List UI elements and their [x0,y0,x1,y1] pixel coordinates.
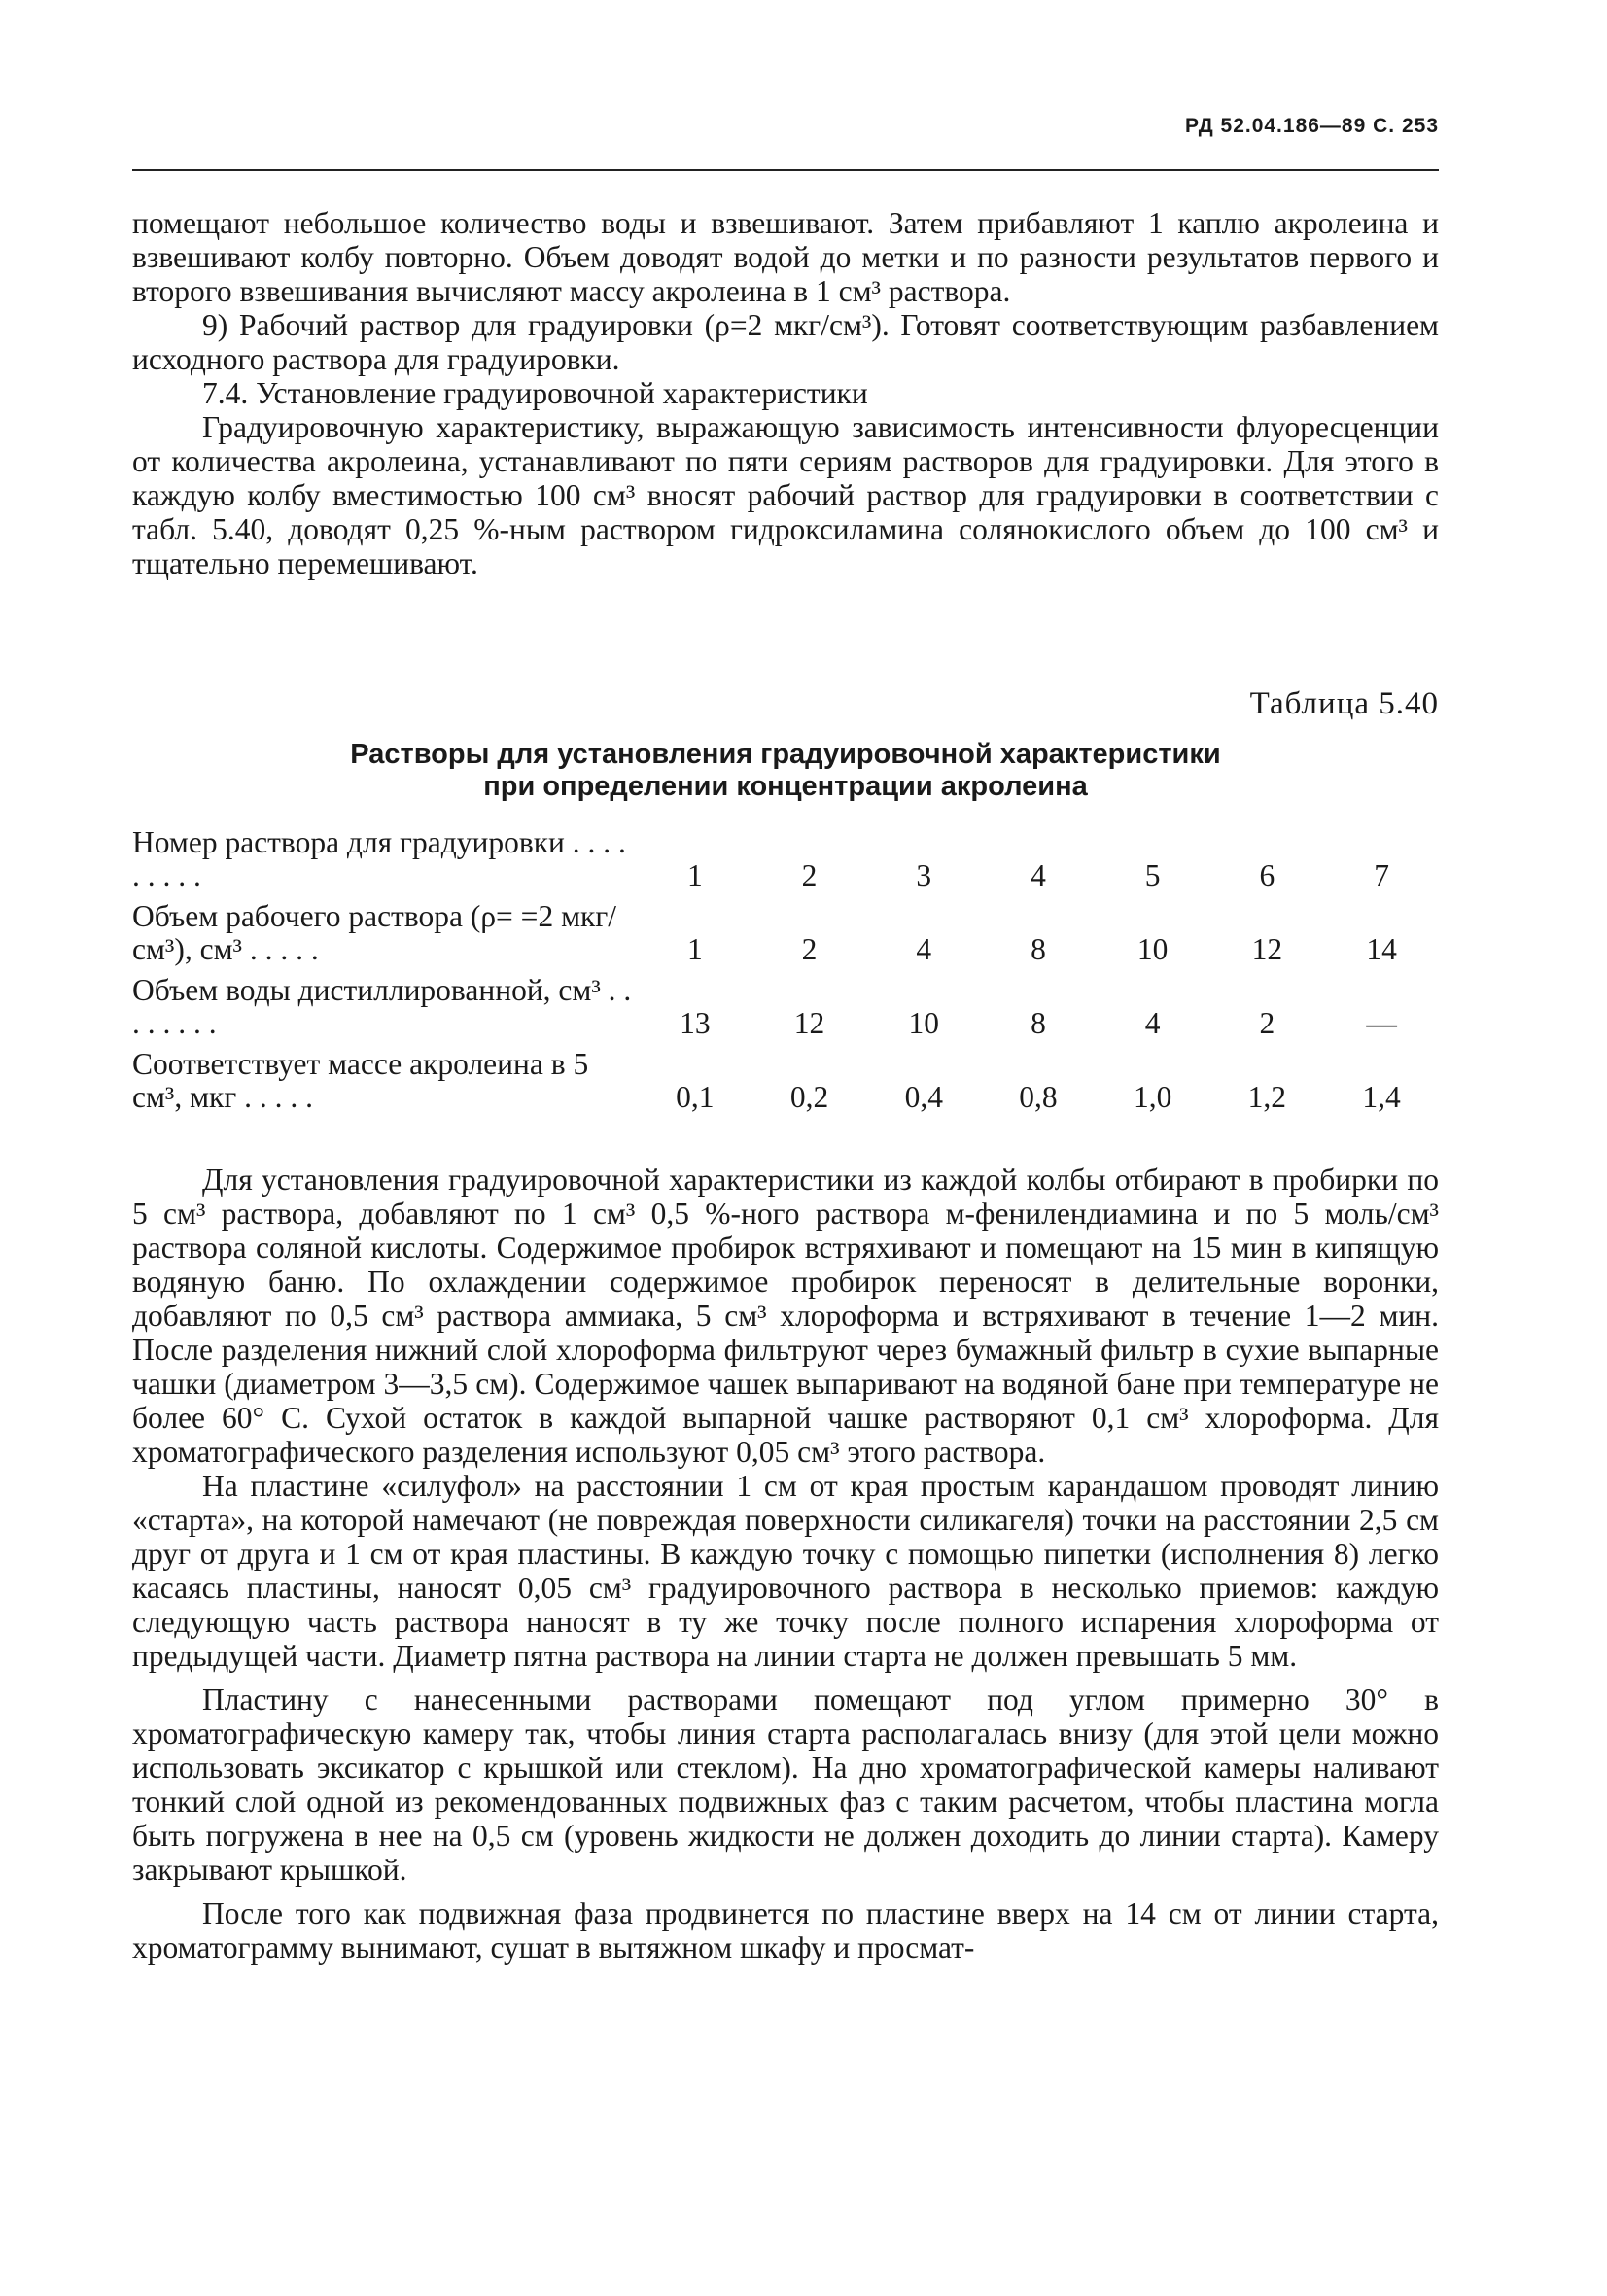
table-row [132,1044,1439,1118]
paragraph: Для установления градуировочной характеристики из каждой колбы отбирают в пробирки по 5 см³ раствора, добавляют по 1 см³ 0,5 %-ного раствора м-фенилендиамина и по 5 моль/см³ раствора соляной кислоты. Содержимое пробирок встряхивают и помещают на 15 мин в кипящую водяную баню. По охлаждении содержимое пробирок переносят в делительные воронки, добавляют по 0,5 см³ раствора аммиака, 5 см³ хлороформа и встряхивают в течение 1—2 мин. После разделения нижний слой хлороформа фильтруют через бумажный фильтр в сухие выпарные чашки (диаметром 3—3,5 см). Содержимое чашек выпаривают на водяной бане при температуре не более 60° С. Сухой остаток в каждой выпарной чашке растворяют 0,1 см³ хлороформа. Для хроматографического разделения используют 0,05 см³ этого раствора. [132,1163,1439,1469]
cell: 14 [1366,932,1397,966]
cell: 7 [1374,858,1389,892]
paragraph-gap [132,1673,1439,1683]
paragraph: После того как подвижная фаза продвинется по пластине вверх на 14 см от линии старта, хроматограмму вынимают, сушат в вытяжном шкафу и просмат- [132,1896,1439,1965]
paragraph: Градуировочную характеристику, выражающую зависимость интенсивности флуоресценции от количества акролеина, устанавливают по пяти сериям растворов для градуировки. Для этого в каждую колбу вместимостью 100 см³ вносят рабочий раствор для градуировки в соответствии с табл. 5.40, доводят 0,25 %-ным раствором гидроксиламина солянокислого объем до 100 см³ и тщательно перемешивают. [132,410,1439,580]
table-row [132,970,1439,1044]
cell: 1,0 [1133,1080,1172,1114]
cell: 0,2 [789,1080,829,1114]
page-header: РД 52.04.186—89 С. 253 [1185,115,1439,137]
cell: 4 [916,932,932,966]
cell: 2 [1259,1006,1275,1040]
cell: 8 [1031,932,1046,966]
cell: 5 [1144,858,1161,892]
cell: 1,4 [1362,1080,1401,1114]
cell: 0,8 [1019,1080,1058,1114]
table-title-line: Растворы для установления градуировочной характеристики [350,739,1221,770]
cell: 1,2 [1247,1080,1287,1114]
paragraph: 9) Рабочий раствор для градуировки (ρ=2 мкг/см³). Готовят соответствующим разбавлением исходного раствора для градуировки. [132,308,1439,376]
row-label: Номер раствора для градуировки . . . . . . . . . [132,825,626,892]
cell: 1 [686,858,703,892]
row-label: Объем воды дистиллированной, см³ . . . . . . . . [132,973,632,1040]
table-title [132,739,1439,803]
body-section [132,1163,1439,1965]
calibration-table [132,822,1439,1118]
cell: 12 [793,1006,825,1040]
table-row [132,822,1439,896]
header-rule [132,169,1439,171]
cell: — [1366,1006,1397,1040]
section-heading: 7.4. Установление градуировочной характеристики [202,376,868,410]
row-label: Соответствует массе акролеина в 5 см³, мкг . . . . . [132,1047,589,1114]
cell: 4 [1144,1006,1161,1040]
cell: 4 [1031,858,1046,892]
row-label: Объем рабочего раствора (ρ= =2 мкг/см³), см³ . . . . . [132,899,616,966]
cell: 8 [1031,1006,1046,1040]
cell: 3 [916,858,932,892]
paragraph: помещают небольшое количество воды и взвешивают. Затем прибавляют 1 каплю акролеина и взвешивают колбу повторно. Объем доводят водой до метки и по разности результатов первого и второго взвешивания вычисляют массу акролеина в 1 см³ раствора. [132,206,1439,308]
cell: 0,1 [676,1080,715,1114]
cell: 13 [680,1006,711,1040]
paragraph-gap [132,1887,1439,1896]
cell: 2 [801,932,818,966]
paragraph: Пластину с нанесенными растворами помещают под углом примерно 30° в хроматографическую камеру так, чтобы линия старта располагалась внизу (для этой цели можно использовать эксикатор с крышкой или стеклом). На дно хроматографической камеры наливают тонкий слой одной из рекомендованных подвижных фаз с таким расчетом, чтобы пластина могла быть погружена в нее на 0,5 см (уровень жидкости не должен доходить до линии старта). Камеру закрывают крышкой. [132,1683,1439,1887]
cell: 1 [686,932,703,966]
table-title-line: при определении концентрации акролеина [483,771,1088,802]
table-row [132,896,1439,970]
intro-section [132,206,1439,580]
cell: 2 [801,858,818,892]
paragraph: На пластине «силуфол» на расстоянии 1 см от края простым карандашом проводят линию «старта», на которой намечают (не повреждая поверхности силикагеля) точки на расстоянии 2,5 см друг от друга и 1 см от края пластины. В каждую точку с помощью пипетки (исполнения 8) легко касаясь пластины, наносят 0,05 см³ градуировочного раствора в несколько приемов: каждую следующую часть раствора наносят в ту же точку после полного испарения хлороформа от предыдущей части. Диаметр пятна раствора на линии старта не должен превышать 5 мм. [132,1469,1439,1673]
cell: 10 [1136,932,1169,966]
cell: 0,4 [904,1080,943,1114]
cell: 12 [1251,932,1283,966]
cell: 10 [908,1006,939,1040]
table-label: Таблица 5.40 [1249,686,1439,721]
cell: 6 [1259,858,1275,892]
